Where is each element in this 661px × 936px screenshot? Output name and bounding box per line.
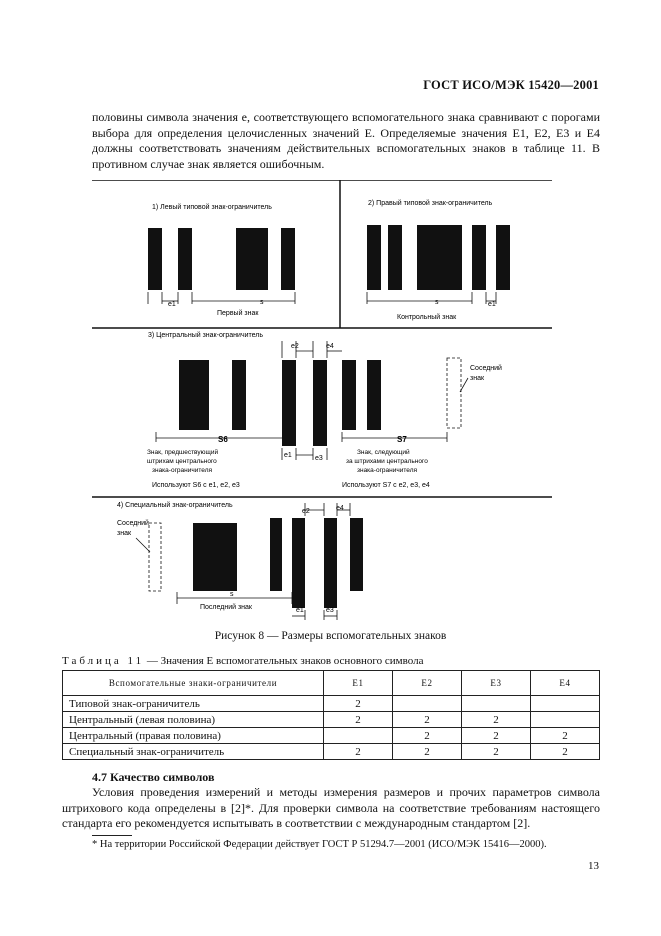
panel4-title: 4) Специальный знак-ограничитель — [117, 502, 233, 509]
panel4-neighbor-l1: Соседний — [117, 520, 149, 527]
table-header-row — [63, 671, 600, 696]
document-header: ГОСТ ИСО/МЭК 15420—2001 — [423, 78, 599, 92]
intro-paragraph: половины символа значения e, соответствующего вспомогательного знака сравнивают с порогами выбора для определения целочисленных значений E. Определяемые значения E1, E2, E3 и E4 должны соответствовать значениям действительных вспомогательных знаков в таблице 11. В противном случае знак является ошибочным. — [92, 110, 600, 171]
panel4-caption: Последний знак — [200, 604, 252, 611]
panel3-left-l1: Знак, предшествующий — [147, 449, 219, 456]
figure-caption: Рисунок 8 — Размеры вспомогательных знаков — [214, 630, 447, 642]
table-cell: Типовой знак-ограничитель — [63, 696, 324, 712]
panel1-bars — [148, 228, 295, 290]
panel3-e3-label: e3 — [315, 455, 323, 462]
table-row — [63, 744, 600, 760]
table-cell — [531, 712, 600, 728]
table-cell: 2 — [531, 744, 600, 760]
panel3-bars — [179, 360, 381, 446]
table-cell: 2 — [393, 728, 462, 744]
panel4-e3-label: e3 — [326, 607, 334, 614]
panel3-title: 3) Центральный знак-ограничитель — [148, 332, 264, 339]
table-row — [63, 712, 600, 728]
table-row — [63, 728, 600, 744]
panel4-neighbor-box — [149, 523, 161, 591]
table-cell: 2 — [324, 696, 393, 712]
table-header-cell: E1 — [324, 671, 393, 696]
table-cell: 2 — [531, 728, 600, 744]
section-body: Условия проведения измерений и методы измерения размеров и прочих параметров символа штрихового кода определены в [2]*. Для проверки символа на соответствие требованиям настоящего стандарта его рекомендуется испытывать в соответствии с международным стандартом [2]. — [62, 785, 600, 830]
panel1-s-label: s — [260, 299, 264, 306]
panel1-title: 1) Левый типовой знак-ограничитель — [152, 204, 272, 211]
table-cell — [531, 696, 600, 712]
panel3-e4-label: e4 — [326, 343, 334, 350]
panel3-uses-left: Используют S6 с e1, e2, e3 — [152, 482, 240, 489]
table-header-cell: Вспомогательные знаки-ограничители — [63, 671, 324, 696]
panel3-e1-label: e1 — [284, 452, 292, 459]
panel4-neighbor-l2: знак — [117, 530, 132, 537]
panel3-neighbor-box — [447, 358, 461, 428]
table-cell: 2 — [324, 712, 393, 728]
table-cell — [462, 696, 531, 712]
panel3-right-l2: за штрихами центрального — [346, 458, 428, 465]
panel2-caption: Контрольный знак — [397, 314, 457, 321]
panel3-uses-right: Используют S7 с e2, e3, e4 — [342, 482, 430, 489]
panel1-caption: Первый знак — [217, 310, 259, 317]
table-cell: 2 — [462, 728, 531, 744]
panel3-right-l3: знака-ограничителя — [357, 467, 418, 474]
table-cell: Центральный (левая половина) — [63, 712, 324, 728]
panel3-left-l3: знака-ограничителя — [152, 467, 213, 474]
panel3-left-l2: штрихам центрального — [147, 458, 217, 465]
section-title: 4.7 Качество символов — [92, 770, 215, 784]
table-cell — [324, 728, 393, 744]
panel2-bars — [367, 225, 510, 290]
panel4-bars — [193, 518, 363, 608]
panel2-e1-label: e1 — [488, 301, 496, 308]
table-row — [63, 696, 600, 712]
panel3-neighbor-l2: знак — [470, 375, 485, 382]
panel3-neighbor-l1: Соседний — [470, 365, 502, 372]
values-table — [62, 670, 600, 760]
panel4-s-label: s — [230, 591, 234, 598]
table-cell: 2 — [393, 744, 462, 760]
panel1-e1-label: e1 — [168, 301, 176, 308]
panel3-s7-label: S7 — [397, 435, 407, 444]
page-number: 13 — [588, 860, 599, 872]
table-cell: 2 — [393, 712, 462, 728]
panel2-s-label: s — [435, 299, 439, 306]
table-header-cell: E4 — [531, 671, 600, 696]
panel4-e2-label: e2 — [302, 508, 310, 515]
table-caption-text: — Значения E вспомогательных знаков основного символа — [144, 655, 424, 667]
table-cell — [393, 696, 462, 712]
panel4-e4-label: e4 — [336, 505, 344, 512]
figure-8 — [92, 180, 552, 625]
panel3-right-l1: Знак, следующий — [357, 449, 410, 456]
panel3-e2-label: e2 — [291, 343, 299, 350]
panel3-s6-label: S6 — [218, 435, 228, 444]
table-caption — [62, 655, 423, 667]
table-cell: 2 — [462, 744, 531, 760]
footnote: * На территории Российской Федерации действует ГОСТ Р 51294.7—2001 (ИСО/МЭК 15416—2000). — [92, 839, 547, 850]
table-cell: 2 — [324, 744, 393, 760]
table-cell: Центральный (правая половина) — [63, 728, 324, 744]
footnote-divider — [92, 835, 132, 836]
table-cell: Специальный знак-ограничитель — [63, 744, 324, 760]
table-cell: 2 — [462, 712, 531, 728]
panel2-title: 2) Правый типовой знак-ограничитель — [368, 200, 493, 207]
table-caption-prefix: Таблица 11 — [62, 655, 145, 667]
panel4-e1-label: e1 — [296, 607, 304, 614]
table-header-cell: E3 — [462, 671, 531, 696]
table-header-cell: E2 — [393, 671, 462, 696]
